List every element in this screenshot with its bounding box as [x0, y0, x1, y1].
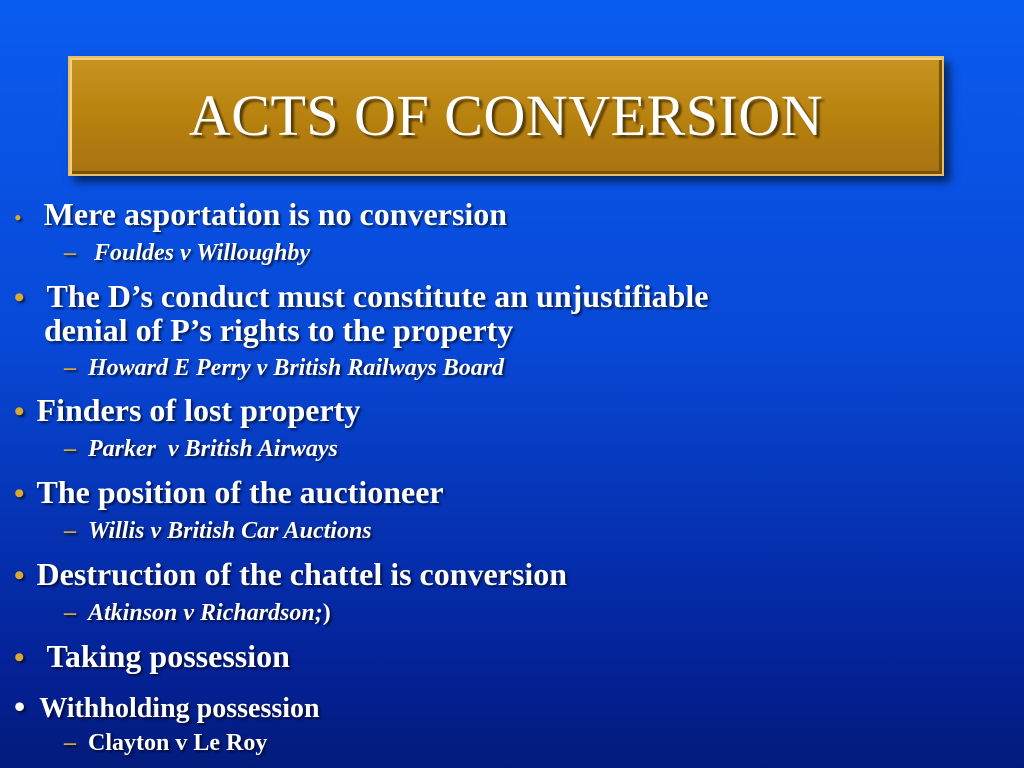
bullet-icon: • — [14, 641, 25, 674]
case-text: Parker v British Airways — [88, 436, 338, 462]
case-text: Atkinson v Richardson; — [88, 600, 323, 626]
case-citation — [64, 600, 331, 627]
case-citation — [64, 355, 504, 382]
case-citation — [64, 436, 338, 463]
dash-icon: – — [64, 600, 76, 626]
bullet-text: Destruction of the chattel is conversion — [36, 556, 568, 592]
bullet-icon: • — [14, 477, 25, 510]
case-text: Fouldes v Willoughby — [94, 240, 311, 266]
bullet-item — [14, 638, 290, 675]
bullet-item — [14, 196, 507, 233]
bullet-item — [14, 278, 709, 315]
case-citation — [64, 240, 310, 267]
bullet-item — [14, 392, 360, 429]
dash-icon: – — [64, 730, 76, 756]
bullet-text: Withholding possession — [39, 693, 320, 724]
case-citation — [64, 518, 372, 545]
case-citation — [64, 730, 267, 757]
case-suffix: ) — [322, 600, 331, 626]
bullet-item — [14, 688, 320, 725]
dash-icon: – — [64, 518, 76, 544]
case-text: Howard E Perry v British Railways Board — [88, 355, 505, 381]
bullet-text-continued: denial of P’s rights to the property — [44, 312, 514, 348]
bullet-text: Mere asportation is no conversion — [43, 196, 508, 232]
bullet-icon: • — [14, 281, 25, 314]
bullet-text: Finders of lost property — [36, 392, 361, 428]
dash-icon: – — [64, 240, 76, 266]
dash-icon: – — [64, 355, 76, 381]
bullet-icon: • — [14, 205, 22, 230]
case-text: Clayton v Le Roy — [88, 730, 268, 756]
bullet-item — [14, 556, 567, 593]
bullet-icon: • — [14, 559, 25, 592]
case-text: Willis v British Car Auctions — [88, 518, 372, 544]
bullet-text: The D’s conduct must constitute an unjustifiable — [46, 278, 709, 314]
bullet-text: Taking possession — [46, 638, 290, 674]
bullet-text: The position of the auctioneer — [36, 474, 444, 510]
bullet-item — [14, 474, 444, 511]
dash-icon: – — [64, 436, 76, 462]
bullet-icon: • — [14, 395, 25, 428]
bullet-icon: • — [14, 688, 26, 724]
slide-title: ACTS OF CONVERSION — [188, 83, 824, 148]
